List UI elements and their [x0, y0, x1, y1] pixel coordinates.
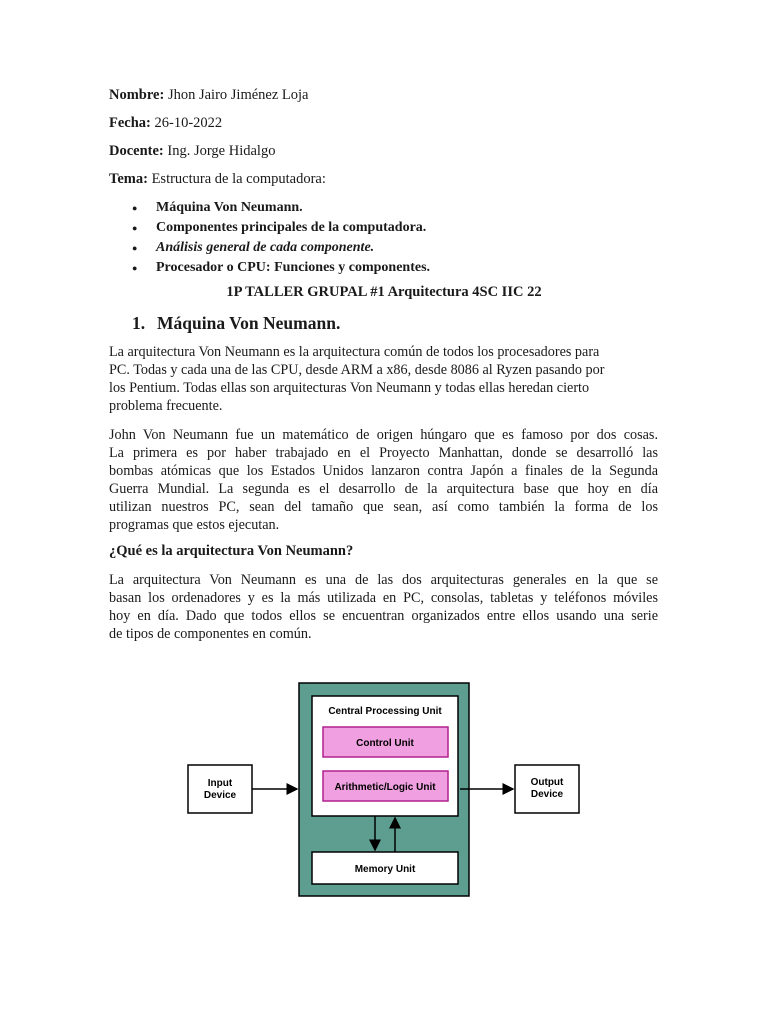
docente-value: Ing. Jorge Hidalgo — [167, 143, 276, 159]
output-device-label-line2: Device — [530, 789, 564, 800]
output-device-label-line1: Output — [530, 777, 564, 788]
paragraph-line: Guerra Mundial. La segunda es el desarrollo de la arquitectura base que hoy en día — [109, 481, 658, 497]
nombre-value: Jhon Jairo Jiménez Loja — [167, 87, 309, 103]
paragraph-line: bombas atómicas que los Estados Unidos lanzaron contra Japón a finales de la Segunda — [109, 463, 658, 479]
paragraph-line: PC. Todas y cada una de las CPU, desde ARM a x86, desde 8086 al Ryzen pasando por — [109, 362, 605, 378]
paragraph-line: de tipos de componentes en común. — [109, 626, 312, 642]
alu-label: Arithmetic/Logic Unit — [334, 782, 436, 793]
fecha-value: 26-10-2022 — [154, 115, 223, 131]
topic-item: ● Máquina Von Neumann. — [132, 198, 430, 218]
cpu-label: Central Processing Unit — [328, 706, 442, 717]
input-device-box — [188, 765, 252, 813]
topics-list — [132, 198, 430, 278]
memory-unit-label: Memory Unit — [354, 864, 416, 875]
paragraph-line: La arquitectura Von Neumann es la arquitectura común de todos los procesadores para — [109, 344, 600, 360]
paragraph-line: utilizan nuestros PC, sean del tamaño que sean, así como también la forma de los — [109, 499, 658, 515]
nombre-label: Nombre: — [109, 87, 165, 103]
input-device-label-line1: Input — [207, 778, 233, 789]
tema-label: Tema: — [109, 171, 148, 187]
von-neumann-diagram — [180, 676, 580, 898]
paragraph-line: programas que estos ejecutan. — [109, 517, 280, 533]
topic-item: ● Componentes principales de la computadora. — [132, 218, 430, 238]
section-number: 1. — [132, 313, 146, 333]
paragraph-line: los Pentium. Todas ellas son arquitecturas Von Neumann y todas ellas heredan cierto — [109, 380, 590, 396]
paragraph-1 — [109, 343, 658, 415]
nombre-field — [109, 86, 308, 104]
paragraph-3 — [109, 571, 658, 643]
section-title: Máquina Von Neumann. — [157, 313, 341, 333]
fecha-field — [109, 114, 222, 132]
docente-field — [109, 142, 275, 160]
document-title: 1P TALLER GRUPAL #1 Arquitectura 4SC IIC 22 — [226, 284, 542, 300]
paragraph-line: La primera es por haber trabajado en el Proyecto Manhattan, donde se desarrolló las — [109, 445, 658, 461]
paragraph-line: La arquitectura Von Neumann es una de las dos arquitecturas generales en la que se — [109, 572, 658, 588]
subheading: ¿Qué es la arquitectura Von Neumann? — [109, 543, 354, 559]
paragraph-2 — [109, 426, 658, 534]
tema-field — [109, 170, 326, 188]
input-device-label-line2: Device — [203, 790, 237, 801]
topic-item: ● Análisis general de cada componente. — [132, 238, 430, 258]
control-unit-label: Control Unit — [356, 738, 414, 749]
paragraph-line: problema frecuente. — [109, 398, 223, 414]
fecha-label: Fecha: — [109, 115, 151, 131]
paragraph-line: basan los ordenadores y es la más utilizada en PC, consolas, tabletas y teléfonos móviles — [109, 590, 658, 606]
docente-label: Docente: — [109, 143, 164, 159]
paragraph-line: hoy en día. Dado que todos ellos se encuentran organizados entre ellos usando una serie — [109, 608, 658, 624]
topic-item: ● Procesador o CPU: Funciones y componentes. — [132, 258, 430, 278]
tema-value: Estructura de la computadora: — [151, 171, 326, 187]
paragraph-line: John Von Neumann fue un matemático de origen húngaro que es famoso por dos cosas. — [109, 427, 658, 443]
